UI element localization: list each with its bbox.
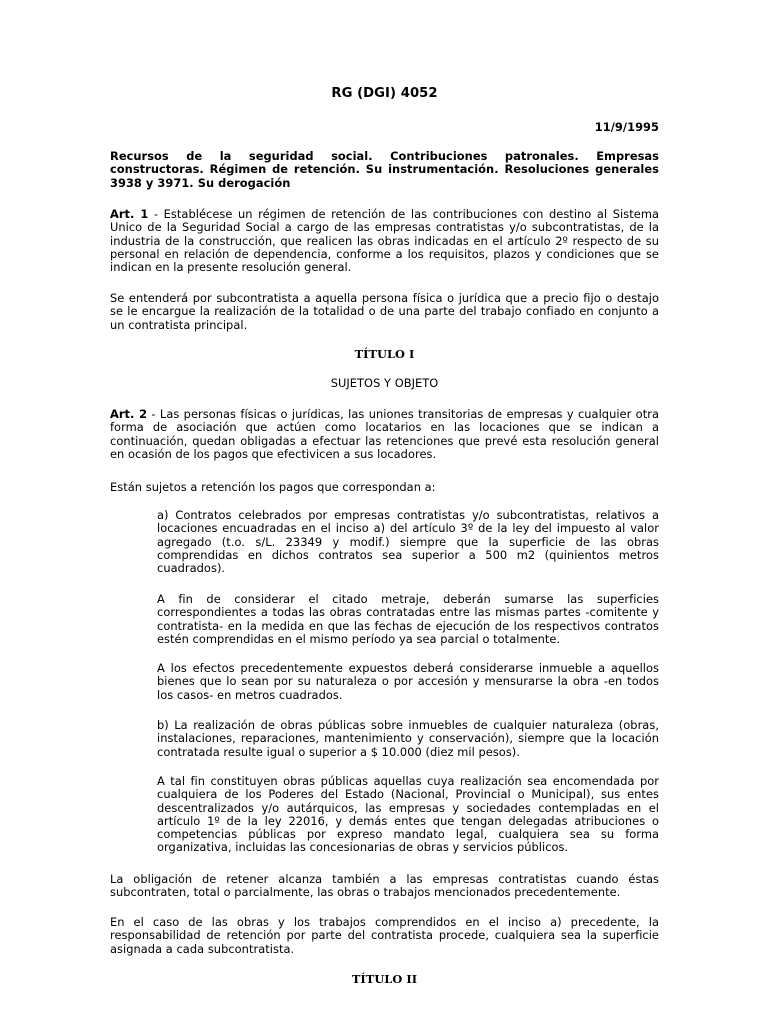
item-metraje: A fin de considerar el citado metraje, deberán sumarse las superficies correspondientes a todas las obras contratadas entre las mismas partes -comitente y contratista- en la medida en que las fechas de ejecución de los respectivos contratos estén comprendidas en el mismo período ya sea parcial o totalmente.: [157, 592, 659, 646]
item-obras-publicas: A tal fin constituyen obras públicas aquellas cuya realización sea encomendada por cualquiera de los Poderes del Estado (Nacional, Provincial o Municipal), sus entes descentralizados y/o autárquicos, las empresas y sociedades contempladas en el artículo 1º de la ley 22016, y demás entes que tengan delegadas atribuciones o competencias públicas por expreso mandato legal, cualquiera sea su forma organizativa, incluidas las concesionarias de obras y servicios públicos.: [157, 774, 659, 855]
titulo-2-heading: TÍTULO II: [351, 972, 418, 986]
item-a: a) Contratos celebrados por empresas contratistas y/o subcontratistas, relativos a locaciones encuadradas en el inciso a) del artículo 3º de la ley del impuesto al valor agregado (t.o. s/L. 23349 y modif.) siempre que la superficie de las obras comprendidas en dichos contratos sea superior a 500 m2 (quinientos metros cuadrados).: [157, 508, 659, 576]
document-title: RG (DGI) 4052: [331, 86, 438, 101]
article-2-label: Art. 2: [110, 407, 148, 421]
article-1-text: - Establécese un régimen de retención de las contribuciones con destino al Sistema Unico de la Seguridad Social a cargo de las empresas contratistas y/o subcontratistas, de la industria de la construcción, que realicen las obras indicadas en el artículo 2º respecto de su personal en relación de dependencia, conforme a los requisitos, plazos y condiciones que se indican en la presente resolución general.: [110, 207, 659, 275]
paragraph-caso: En el caso de las obras y los trabajos comprendidos en el inciso a) precedente, la responsabilidad de retención por parte del contratista procede, cualquiera sea la superficie asignada a cada subcontratista.: [110, 915, 659, 956]
document-date: 11/9/1995: [594, 120, 659, 134]
paragraph-obligacion: La obligación de retener alcanza también a las empresas contratistas cuando éstas subcontraten, total o parcialmente, las obras o trabajos mencionados precedentemente.: [110, 872, 659, 900]
item-b: b) La realización de obras públicas sobre inmuebles de cualquier naturaleza (obras, instalaciones, reparaciones, mantenimiento y conservación), siempre que la locación contratada resulte igual o superior a $ 10.000 (diez mil pesos).: [157, 718, 659, 759]
article-2: [110, 408, 659, 461]
article-1: [110, 208, 659, 274]
titulo-1-heading: TÍTULO I: [354, 347, 415, 361]
article-2-text: - Las personas físicas o jurídicas, las uniones transitorias de empresas y cualquier otra forma de asociación que actúen como locatarios en las locaciones que se indican a continuación, quedan obligadas a efectuar las retenciones que prevé esta resolución general en ocasión de los pagos que efectivicen a sus locadores.: [110, 407, 659, 461]
article-1-label: Art. 1: [110, 207, 149, 221]
paragraph-sujetos: Están sujetos a retención los pagos que correspondan a:: [110, 480, 436, 494]
document-subject: Recursos de la seguridad social. Contribuciones patronales. Empresas constructoras. Régimen de retención. Su instrumentación. Resoluciones generales 3938 y 3971. Su derogación: [110, 149, 659, 190]
titulo-1-subheading: SUJETOS Y OBJETO: [330, 376, 439, 390]
item-efectos: A los efectos precedentemente expuestos deberá considerarse inmueble a aquellos bienes que lo sean por su naturaleza o por accesión y mensurarse la obra -en todos los casos- en metros cuadrados.: [157, 661, 659, 702]
paragraph-subcontratista: Se entenderá por subcontratista a aquella persona física o jurídica que a precio fijo o destajo se le encargue la realización de la totalidad o de una parte del trabajo confiado en conjunto a un contratista principal.: [110, 291, 659, 332]
